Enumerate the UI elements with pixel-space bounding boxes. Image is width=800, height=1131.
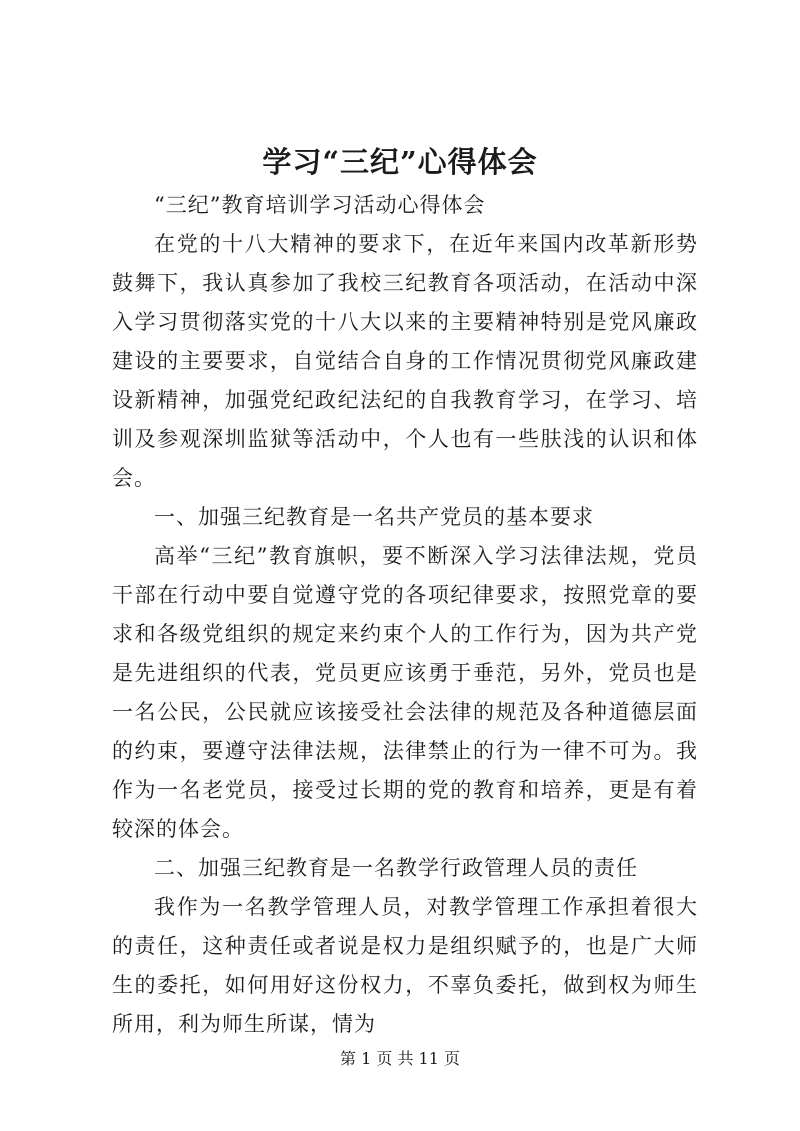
section-heading-1: 一、加强三纪教育是一名共产党员的基本要求 [154,505,594,529]
section-heading-2: 二、加强三纪教育是一名教学行政管理人员的责任 [154,856,638,880]
document-body [112,186,698,1044]
section-2-paragraph: 我作为一名教学管理人员，对教学管理工作承担着很大的责任，这种责任或者说是权力是组织赋予的，也是广大师生的委托，如何用好这份权力，不辜负委托，做到权为师生所用，利为师生所谋，情为 [112,895,698,1036]
intro-paragraph: 在党的十八大精神的要求下，在近年来国内改革新形势鼓舞下，我认真参加了我校三纪教育各项活动，在活动中深入学习贯彻落实党的十八大以来的主要精神特别是党风廉政建设的主要要求，自觉结合自身的工作情况贯彻党风廉政建设新精神，加强党纪政纪法纪的自我教育学习，在学习、培训及参观深圳监狱等活动中，个人也有一些肤浅的认识和体会。 [112,232,698,490]
subtitle-paragraph: “三纪”教育培训学习活动心得体会 [154,193,486,217]
document-title: 学习“三纪”心得体会 [262,145,538,179]
page-footer: 第 1 页 共 11 页 [340,1049,460,1068]
section-1-paragraph: 高举“三纪”教育旗帜，要不断深入学习法律法规，党员干部在行动中要自觉遵守党的各项纪律要求，按照党章的要求和各级党组织的规定来约束个人的工作行为，因为共产党是先进组织的代表，党员更应该勇于垂范，另外，党员也是一名公民，公民就应该接受社会法律的规范及各种道德层面的约束，要遵守法律法规，法律禁止的行为一律不可为。我作为一名老党员，接受过长期的党的教育和培养，更是有着较深的体会。 [112,544,698,841]
